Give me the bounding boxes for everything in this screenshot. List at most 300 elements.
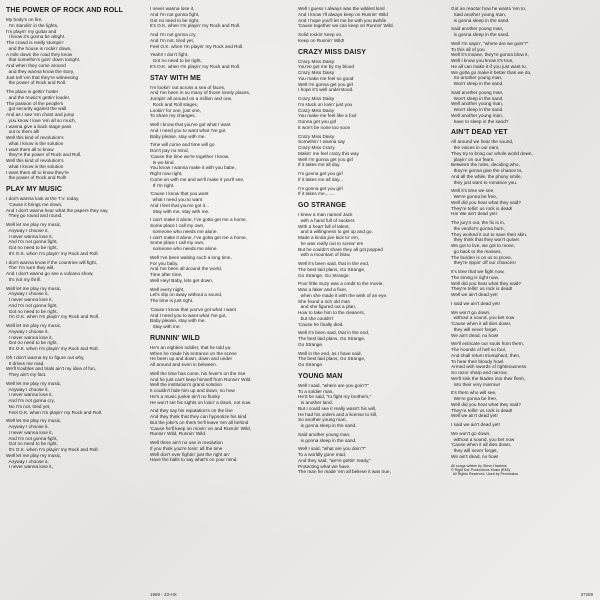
lyric-line: They try to bring our whole world down,	[451, 150, 533, 156]
lyric-line: Well don't ever fightin' just the right an'	[150, 451, 230, 457]
lyric-line: And I'm not gonna cry,	[150, 32, 197, 37]
lyric-line: We won't go down,	[451, 309, 491, 315]
lyric-line: It won't be none too soon	[298, 124, 351, 130]
lyric-line: they think that they won't quiver.	[451, 237, 521, 243]
lyric-line: Was a faker and a fixer,	[298, 287, 348, 292]
lyric-line: Crazy Miss Daisy	[298, 96, 335, 101]
verse	[150, 255, 290, 284]
lyric-line: Well another young man,	[451, 101, 504, 107]
lyric-line: and they wanna know the story,	[6, 68, 75, 74]
song-block	[298, 48, 438, 198]
lyric-line: Come on with me and we'll make it you'll see,	[150, 176, 245, 182]
lyric-line: the power of Rock and Roll.	[6, 80, 67, 86]
lyric-line: 'Cause when it all dies down,	[451, 442, 512, 448]
catalog-number: 37269	[580, 592, 593, 597]
verse	[451, 341, 593, 387]
lyric-line: 'Cause he finally died.	[298, 321, 344, 327]
lyric-line: The jury's out, the fix is in,	[451, 220, 506, 225]
lyric-line: Well did you hear what they said?	[451, 199, 522, 205]
lyric-line: Well let me play my music,	[6, 452, 62, 458]
lyric-line: Right now right,	[150, 171, 183, 176]
verse	[451, 188, 593, 217]
lyric-line: Gonna get you girl	[298, 119, 337, 124]
lyric-line: I never wanna lose it,	[6, 233, 53, 239]
lyric-line: The time is just right.	[150, 298, 194, 303]
lyric-line: Anyway I choose it,	[6, 424, 49, 429]
lyric-line: He'd he said, "to fight my brothers,"	[298, 394, 372, 400]
lyric-line: It's O.K. when I'm playin' my Rock and Roll.	[150, 63, 241, 69]
lyric-line: It's O.K. when I'm playin' my Rock and Roll.	[6, 346, 99, 351]
lyric-line: He all can make it if you just want to,	[451, 63, 528, 69]
lyric-line: Got no need to be right,	[6, 340, 58, 346]
lyric-line: To a worldly gone mad,	[298, 452, 347, 457]
verse	[150, 307, 290, 330]
lyric-line: The man he made 'em all believe it was true,	[298, 469, 391, 475]
verse	[451, 301, 593, 307]
lyric-line: I'm standin' in the lights,	[6, 22, 59, 28]
lyric-line: If you think you're losin' all the time	[150, 445, 223, 451]
lyrics-column-2	[150, 6, 290, 592]
lyric-line: Oh I don't wanna try to figure out why,	[6, 354, 85, 360]
lyric-line: And shall return triumphant, then,	[451, 352, 521, 358]
lyric-line: All around and even in between.	[150, 362, 217, 367]
credit-line: All Rights Reserved. Used by Permission.	[451, 471, 520, 476]
lyric-line: what I need you to want	[150, 197, 203, 202]
lyric-line: And I need you to want what I've got,	[150, 312, 227, 318]
verse	[298, 212, 438, 258]
song-block	[298, 201, 438, 368]
lyric-line: Well I said, "what are you doin'?"	[298, 446, 366, 452]
song-title: GO STRANGE	[298, 202, 347, 209]
verse	[451, 220, 593, 266]
lyric-line: How to take him to the cleaners,	[298, 310, 365, 315]
lyric-line: And I'm not gonna fight,	[6, 302, 58, 308]
lyric-line: And I need you to want what I've got	[150, 127, 226, 133]
lyric-line: Well it's been said, that in the end,	[298, 330, 370, 336]
lyric-line: they're rippin' off our chances!	[451, 260, 516, 266]
lyric-line: and the music's gettin' louder,	[6, 94, 71, 100]
lyric-line: The best laid plans, Go Strange,	[298, 336, 366, 341]
lyrics-column-3	[298, 6, 438, 592]
lyric-line: and the house is rockin' down,	[6, 45, 72, 51]
lyric-line: Well I know that you've got what I want	[150, 122, 231, 127]
lyric-line: when she made it with the wink of an eye.	[298, 292, 388, 298]
lyric-line: Runnin' Wild, Runnin' Wild.	[150, 431, 207, 437]
lyric-line: 'Cause the time we're together I know,	[150, 153, 230, 159]
lyric-line: Anyway I choose it,	[6, 328, 49, 334]
lyric-line: So another young man,	[451, 75, 503, 81]
song-title: RUNNIN' WILD	[150, 334, 200, 342]
verse	[451, 390, 593, 419]
lyric-line: Anyway I choose it,	[6, 386, 49, 392]
verse	[6, 286, 146, 321]
lyric-line: I can't make it alone, I've gotta get me a home,	[150, 217, 247, 223]
lyric-line: Time after time,	[150, 272, 183, 277]
lyric-line: I hope it's well understood.	[298, 87, 354, 93]
lyric-line: Poor little Suzy was a credit to the movie,	[298, 281, 384, 287]
lyric-line: out to them all!	[6, 129, 40, 135]
lyric-line: I don't wanna look at the T.V. today,	[6, 196, 80, 201]
verse	[150, 52, 290, 69]
lyric-line: Well in the end, as I have said,	[298, 350, 362, 356]
song-title: AIN'T DEAD YET	[451, 129, 508, 137]
verse	[298, 59, 438, 94]
song-block	[451, 6, 593, 124]
verse	[451, 431, 593, 460]
lyric-line: And I feel that you've got it...	[150, 202, 210, 208]
lyric-line: Won't sleep in the sand.	[451, 95, 504, 101]
lyric-line: the voices in our ears,	[451, 145, 500, 150]
lyric-line: You've got me by my blood	[298, 64, 354, 70]
lyric-line: Well let me play my music,	[6, 222, 62, 227]
lyric-line: Feel O.K. when I'm playin' my Rock and Roll.	[150, 43, 244, 49]
lyric-line: Solid rockin' keep on,	[298, 32, 343, 37]
verse	[451, 269, 593, 298]
verse	[298, 330, 438, 347]
verse	[150, 142, 290, 188]
verse	[298, 432, 438, 444]
lyric-line: If it takes me........	[298, 191, 335, 197]
lyric-line: go back to the masses,	[451, 248, 502, 254]
lyric-line: And I know I'll always keep on Runnin' Wild	[298, 11, 388, 17]
lyric-line: Go Strange, Go Strange.	[298, 272, 350, 278]
lyric-line: Well did you hear what they said?	[451, 401, 522, 407]
verse	[451, 139, 593, 185]
lyric-line: Well did you hear what they said?	[451, 280, 522, 286]
lyric-line: And when they come around	[6, 63, 66, 68]
lyric-line: It's O.K. when I'm playin' my Rock and Roll.	[150, 23, 241, 29]
lyric-line: Stay with me.	[150, 324, 181, 329]
lyric-line: Well I'm gonna get you girl	[298, 81, 354, 87]
song-title: YOUNG MAN	[298, 372, 343, 380]
lyric-line: Said another young man,	[451, 26, 504, 32]
lyric-line: Jumpin' all around on a million and one,	[150, 96, 233, 101]
lyric-line: So razor sharp and narrow,	[451, 370, 508, 375]
lyric-line: Well we ain't dead yet!	[451, 292, 498, 297]
lyric-line: We gotta go make it better than we do,	[451, 69, 532, 75]
lyric-line: I never wanna lose it,	[150, 6, 195, 11]
lyric-line: Just tell 'em that they're witnessing	[6, 74, 79, 80]
lyric-line: Well it's time we see,	[451, 188, 495, 194]
lyric-line: When he made his entrance on the scene	[150, 350, 237, 356]
lyric-line: into their very marrow!	[451, 381, 500, 387]
lyric-line: We won't go down,	[451, 430, 491, 436]
lyric-line: I know it's gonna be alright.	[6, 34, 66, 40]
lyric-line: 'Cause when it all dies down,	[451, 321, 512, 326]
lyric-line: The' I'm sure they will,	[6, 265, 55, 271]
lyric-line: They go round and round.	[6, 213, 63, 219]
lyric-line: And as I see 'em chant and jump	[6, 112, 75, 117]
lyric-line: He's an eighties soldier, that he told ya	[150, 344, 231, 350]
lyric-line: She found a rich old man	[298, 298, 351, 304]
lyric-line: Somethin' I wanna say	[298, 139, 346, 145]
lyric-line: Well another young man,	[451, 112, 504, 118]
lyric-line: I can't make it alone, I've gotta get me a home,	[150, 234, 247, 240]
lyric-line: Well let me play my music,	[6, 285, 62, 291]
lyric-line: I'm gonna get you girl	[298, 171, 343, 176]
lyric-line: If it takes me all day...	[298, 176, 343, 182]
lyrics-column-4	[451, 6, 593, 584]
lyric-line: what I know is the solution	[6, 163, 64, 169]
lyric-line: Well let me play my music,	[6, 380, 62, 386]
lyric-line: Crazy Miss Daisy	[298, 133, 335, 139]
lyric-line: Anyway I choose it,	[6, 227, 49, 233]
lyric-line: I knew a man named Jack	[298, 212, 353, 217]
verse	[150, 32, 290, 49]
lyric-line: To share my changes.	[150, 113, 196, 119]
lyric-line: It's them who will see,	[451, 390, 497, 396]
lyric-line: got security against the wall.	[6, 106, 68, 112]
verse	[451, 26, 593, 38]
lyric-line: Won't sleep in the sand.	[451, 107, 504, 112]
lyric-line: someone who needs me alone.	[150, 228, 218, 234]
lyric-line: Stay with me, stay with me.	[150, 208, 210, 214]
verse	[150, 440, 290, 463]
lyric-line: My body's on fire,	[6, 17, 43, 22]
verse	[6, 381, 146, 416]
lyric-line: He had his orders and a license to kill,	[298, 411, 378, 417]
song-block	[150, 6, 290, 70]
verse	[298, 281, 438, 327]
lyric-line: With a heart full of talent,	[298, 223, 350, 229]
lyric-line: But I could see it really wasn't his will,	[298, 405, 377, 411]
lyric-line: the power of Rock and Roll!	[6, 175, 67, 181]
lyric-line: It drives me mad,	[6, 360, 45, 366]
lyric-line: You make me feel like a fool	[298, 113, 357, 119]
lyric-line: and a willingness to get up and go.	[298, 229, 373, 235]
lyric-line: Said another young man,	[298, 431, 351, 437]
lyric-line: Protecting what we have.	[298, 463, 351, 469]
lyric-line: Well let me play my music,	[6, 418, 62, 424]
lyric-line: Go Strange.	[298, 341, 324, 347]
lyric-line: in another land.	[298, 400, 333, 405]
lyric-line: He been up and down, down and under	[150, 356, 233, 362]
verse	[6, 323, 146, 352]
lyric-line: Well let me play my music,	[6, 323, 62, 328]
lyric-line: Let's slip on away without a sound,	[150, 292, 223, 298]
lyric-line: Feel O.K. when I'm playin' my Rock and Roll.	[6, 409, 103, 415]
lyric-line: with a mountain of blow.	[298, 252, 351, 258]
lyric-line: Well there ain't no use in revolution	[150, 440, 223, 445]
lyric-line: Baby please, stay with me.	[150, 133, 206, 139]
song-block	[451, 128, 593, 459]
lyric-line: We're gonna be free,	[451, 396, 498, 401]
verse	[451, 41, 593, 87]
lyric-line: Made a kinda jive kick to' em,	[298, 235, 360, 240]
lyric-line: It couldn't hide him up and down, no how	[150, 388, 235, 393]
lyric-line: 'Cause I know that you want	[150, 191, 209, 197]
verse	[150, 217, 290, 252]
lyric-line: To this all of you	[451, 46, 485, 52]
verse	[150, 191, 290, 214]
verse	[150, 408, 290, 437]
lyric-line: Don't pay no mind,	[150, 148, 189, 153]
lyric-line: have to sleep in the sand?	[451, 118, 509, 124]
lyric-line: Crazy Miss Daisy	[298, 58, 335, 64]
lyric-line: And I'm not gonna fight,	[6, 435, 58, 441]
verse	[298, 261, 438, 278]
lyric-line: But the joke's on them he'll leave 'em all behind	[150, 419, 249, 425]
verse	[451, 310, 593, 339]
lyric-line: 'Cause it brings me down,	[6, 201, 63, 207]
lyric-line: And all the while, the phony smile,	[451, 173, 522, 179]
lyric-line: Time will come and time will go	[150, 142, 215, 148]
credit-line: All songs written by Steve Hawkins	[451, 463, 507, 468]
lyric-line: I never wanna lose it,	[6, 464, 53, 470]
song-block	[6, 185, 146, 470]
lyric-line: And they think that they can hypnotize his kind	[150, 414, 247, 419]
lyric-line: someone who needs me alone.	[150, 246, 218, 251]
lyric-line: playin' on our fears.	[451, 156, 495, 162]
lyric-line: We're gonna be free,	[451, 194, 498, 199]
lyric-line: And I don't wanna go see a volcano show,	[6, 271, 94, 276]
verse	[298, 171, 438, 183]
lyric-line: They worked it out to save their skin,	[451, 231, 528, 237]
song-block	[298, 6, 438, 44]
lyric-line: Well we ain't dead yet!	[451, 413, 498, 419]
lyric-line: All around we hear the sound,	[451, 139, 514, 145]
lyric-line: You make me feel so good	[298, 75, 354, 81]
lyric-line: Have the balls to say what's on your mind.	[150, 457, 238, 463]
lyric-line: The best laid plans, Go Strange,	[298, 266, 366, 272]
verse	[6, 196, 146, 219]
verse	[298, 6, 438, 29]
lyric-line: They're tellin' us rock is dead!	[451, 407, 513, 413]
lyric-line: We ain't dead, no how!	[451, 453, 499, 459]
lyric-line: I never wanna lose it,	[6, 334, 53, 340]
lyric-line: 'Cause together we can keep on Runnin' Wild.	[298, 23, 394, 29]
verse	[6, 222, 146, 257]
lyric-line: And I'm not, tired yet,	[150, 37, 195, 43]
lyric-line: Between the rules, deciding who,	[451, 162, 520, 168]
lyric-line: The passion of the people's	[6, 100, 64, 106]
lyric-line: Anyway I choose it,	[6, 291, 49, 297]
verse	[298, 134, 438, 169]
lyric-line: If it takes me all day.	[298, 162, 341, 168]
lyric-line: Well this kind of revolution's	[6, 135, 64, 140]
song-block	[298, 372, 438, 475]
lyric-line: And I've been all around the world,	[150, 266, 223, 272]
song-title: CRAZY MISS DAISY	[298, 48, 366, 56]
lyric-line: It's time that we fight now,	[451, 269, 505, 274]
lyric-line: We'll sink the blades into their flesh,	[451, 375, 526, 381]
lyric-line: they will never forget,	[451, 448, 498, 453]
lyric-line: It's O.K. when I'm playin' my Rock and Roll.	[6, 250, 99, 256]
lyric-line: they're the power of Rock and Roll.	[6, 152, 82, 158]
verse	[451, 90, 593, 125]
lyric-line: And I don't wanna hear what the papers they say,	[6, 207, 109, 213]
verse	[298, 351, 438, 368]
lyric-line: Well Hey! Baby, lets get down,	[150, 277, 214, 283]
lyric-line: Rock and Roll stages,	[150, 101, 199, 107]
verse	[451, 6, 593, 23]
lyric-line: To hear their bloody howl.	[451, 358, 505, 364]
lyric-line: I said we ain't dead yet!	[451, 300, 500, 306]
lyric-line: It's not my thrill.	[6, 276, 42, 282]
lyric-line: that somethin's goin' down tonight.	[6, 57, 81, 63]
verse	[150, 345, 290, 368]
lyric-line: And I hope you'll let me be with you awhile	[298, 17, 387, 23]
lyric-line: Well this kind of revolution's	[6, 158, 64, 163]
verse	[6, 260, 146, 283]
lyric-line: he was really out to screw' em	[298, 240, 364, 246]
lyric-line: Well the time has come, his fever's on the rise	[150, 370, 246, 376]
song-block	[6, 6, 146, 181]
verse	[150, 287, 290, 304]
verse	[298, 383, 438, 429]
lyric-line: Got no need to be right,	[6, 441, 58, 447]
lyric-line: the verdict's gonna burn,	[451, 225, 505, 231]
lyric-line: they just want to romance you.	[451, 179, 518, 185]
footer-code: 1989 - 33-HX	[150, 592, 177, 597]
verse	[150, 122, 290, 139]
lyric-line: So another young man,	[298, 417, 347, 423]
verse	[6, 418, 146, 470]
lyric-line: The hounds of hell so foul,	[451, 347, 506, 352]
lyric-line: I'm O.K. when I'm playin' my Rock and Roll.	[6, 314, 100, 320]
verse	[150, 6, 290, 29]
lyric-line: Yeah!! I don't fight,	[150, 52, 189, 58]
lyric-line: and she figured out a plan,	[298, 304, 357, 310]
lyric-line: what I know is the solution	[6, 140, 64, 146]
lyric-line: Got no need to be right,	[150, 58, 202, 63]
lyric-line: without a sound, you bet now	[451, 315, 515, 321]
verse	[298, 186, 438, 198]
lyric-line: Keep on Runnin' Wild!	[298, 37, 345, 43]
lyric-line: I wanna give a back stage pass	[6, 123, 72, 129]
lyric-line: Well I'm gonna get you girl	[298, 156, 354, 162]
song-title: THE POWER OF ROCK AND ROLL	[6, 7, 124, 14]
lyric-line: Well I've been waiting such a long time,	[150, 254, 232, 260]
verse	[451, 422, 593, 428]
lyric-line: Crazy Miss Crazy	[298, 145, 335, 150]
lyric-line: I'm playin' my guitar and	[6, 28, 57, 34]
lyric-line: I want them all to know they're	[6, 169, 69, 175]
lyric-line: 'Cause I know that you've got what I want	[150, 306, 236, 312]
verse	[298, 96, 438, 131]
lyric-line: is gonna sleep in the sand.	[451, 32, 510, 37]
lyric-line: I want them all to know	[6, 146, 54, 152]
lyric-line: And I'm not gonna fight,	[6, 239, 58, 245]
lyric-line: Some place I call my own,	[150, 223, 205, 228]
lyric-line: Anyway I choose it,	[6, 458, 49, 464]
lyric-line: Got no need to be right,	[6, 308, 58, 314]
lyric-line: The timing is right now,	[451, 274, 499, 280]
lyric-line: He won't set his sights on losin' a down, not now.	[150, 399, 252, 405]
lyric-line: 'Cause he'll keep on movin' on and Runnin' Wild,	[150, 425, 252, 431]
lyric-line: Well every night,	[150, 286, 185, 292]
lyric-line: Crazy Miss Daisy	[298, 70, 335, 75]
lyric-line: Said another young man,	[451, 11, 506, 17]
lyric-line: Ha! We ain't dead yet!	[451, 211, 497, 217]
lyric-line: but she couldn't	[298, 315, 334, 321]
lyric-line: I'm stuck on lovin' just you	[298, 101, 353, 107]
lyric-line: Crazy Miss Daisy	[298, 107, 335, 113]
verse	[150, 371, 290, 406]
lyric-line: We'll troubles and trials ain't my idea of fun,	[6, 366, 97, 372]
credit-line: © Right Ear Productions Music (BMI)	[451, 467, 510, 472]
lyric-line: Lookin' for one, just one,	[150, 107, 201, 113]
lyric-line: I said we ain't dead yet!	[451, 422, 500, 427]
lyric-line: No I'm not, tired yet,	[6, 403, 51, 409]
lyric-line: I never wanna lose it,	[6, 429, 53, 435]
lyric-line: Got no need to be right,	[150, 17, 200, 23]
verse	[298, 32, 438, 44]
lyric-line: You know I wanna make it with you babe,	[150, 165, 236, 171]
lyric-line: Well it's been said, that in the end,	[298, 261, 370, 266]
songwriting-credits	[451, 464, 593, 477]
lyric-line: you know I love 'em all so much,	[6, 117, 76, 123]
